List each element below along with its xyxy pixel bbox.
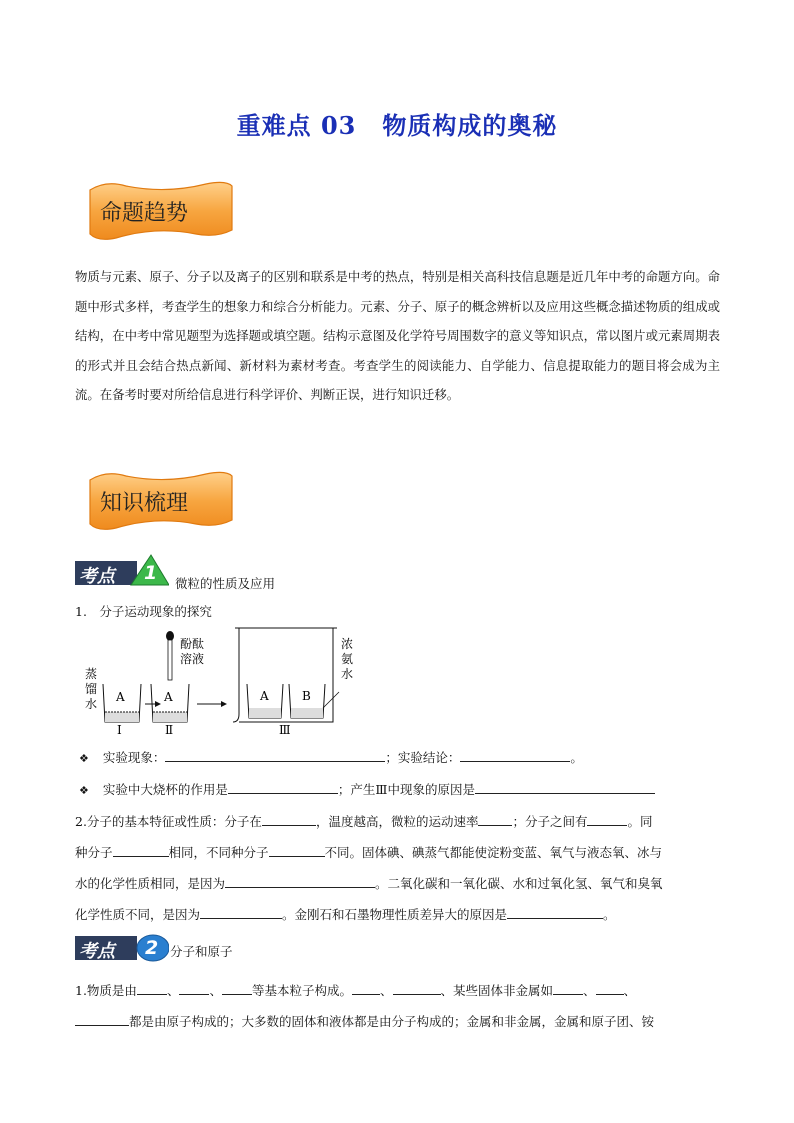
item2-line2: 种分子 相同，不同种分子 不同。固体碘、碘蒸气都能使淀粉变蓝、氧气与液态氧、冰与: [75, 845, 663, 860]
answer-blank[interactable]: [352, 982, 380, 995]
trend-banner-label: 命题趋势: [100, 201, 189, 226]
answer-blank[interactable]: [200, 906, 282, 919]
answer-blank[interactable]: [393, 982, 441, 995]
answer-blank[interactable]: [113, 844, 169, 857]
answer-blank[interactable]: [587, 813, 627, 826]
answer-blank[interactable]: [478, 813, 512, 826]
experiment-figure: [75, 626, 375, 736]
svg-text:酚酞: 酚酞: [180, 637, 205, 651]
trend-paragraph: 物质与元素、原子、分子以及离子的区别和联系是中考的热点，特别是相关高科技信息题是近几年中考的命题方向。命题中形式多样，考查学生的想象力和综合分析能力。元素、分子、原子的概念辨析以及应用这些概念描述物质的组成或结构，在中考中常见题型为选择题或填空题。结构示意图及化学符号周围数字的意义等知识点，常以图片或元素周期表的形式并且会结合热点新闻、新材料为素材考查。考查学生的阅读能力、自学能力、信息提取能力的题目将会成为主流。在备考时要对所给信息进行科学评价、判断正误，进行知识迁移。: [75, 269, 720, 402]
item2-line1: 2.分子的基本特征或性质：分子在 ，温度越高，微粒的运动速率 ；分子之间有 。同: [75, 814, 653, 829]
answer-blank[interactable]: [269, 844, 325, 857]
kaodian2-badge: 考点 2: [75, 928, 169, 962]
page-title: 重难点 03 物质构成的奥秘: [236, 111, 558, 140]
svg-text:A: A: [116, 690, 125, 704]
answer-blank[interactable]: [262, 813, 316, 826]
svg-text:A: A: [164, 690, 173, 704]
svg-text:Ⅱ: Ⅱ: [165, 723, 174, 736]
answer-blank[interactable]: [75, 1013, 129, 1026]
item2-line3: 水的化学性质相同，是因为 。二氧化碳和一氧化碳、水和过氧化氢、氧气和臭氧: [75, 876, 663, 891]
knowledge-banner: [86, 470, 236, 532]
kaodian1-label: 微粒的性质及应用: [175, 576, 276, 591]
item3-line1: 1.物质是由 、 、 等基本粒子构成。 、 、某些固体非金属如 、 、: [75, 983, 637, 998]
svg-text:浓: 浓: [341, 637, 354, 651]
bullet-observation: ❖ 实验现象： ；实验结论： 。: [79, 750, 583, 765]
svg-text:Ⅰ: Ⅰ: [117, 723, 122, 736]
trend-banner: [86, 180, 236, 242]
svg-text:A: A: [260, 689, 269, 703]
answer-blank[interactable]: [460, 749, 570, 762]
item3-line2: 都是由原子构成的；大多数的固体和液体都是由分子构成的；金属和非金属，金属和原子团、铵: [75, 1012, 654, 1030]
knowledge-banner-label: 知识梳理: [100, 491, 189, 516]
svg-text:Ⅲ: Ⅲ: [279, 723, 291, 736]
svg-text:溶液: 溶液: [180, 652, 205, 666]
answer-blank[interactable]: [225, 875, 375, 888]
answer-blank[interactable]: [222, 982, 252, 995]
bullet-beaker: ❖ 实验中大烧杯的作用是 ；产生Ⅲ中现象的原因是: [75, 780, 655, 798]
kaodian1-badge: 考点 1: [75, 553, 169, 587]
answer-blank[interactable]: [179, 982, 209, 995]
svg-text:水: 水: [341, 667, 354, 681]
answer-blank[interactable]: [228, 781, 338, 794]
svg-text:馏: 馏: [85, 682, 98, 696]
water-char: 蒸: [85, 667, 98, 681]
svg-text:氨: 氨: [341, 652, 354, 666]
item1-heading: 1. 分子运动现象的探究: [75, 604, 212, 619]
answer-blank[interactable]: [137, 982, 167, 995]
svg-text:B: B: [302, 689, 311, 703]
kaodian2-label: 分子和原子: [170, 944, 233, 959]
item2-line4: 化学性质不同，是因为 。金刚石和石墨物理性质差异大的原因是 。: [75, 907, 616, 922]
answer-blank[interactable]: [507, 906, 603, 919]
answer-blank[interactable]: [596, 982, 624, 995]
svg-text:水: 水: [85, 697, 98, 711]
answer-blank[interactable]: [475, 781, 655, 794]
answer-blank[interactable]: [553, 982, 583, 995]
answer-blank[interactable]: [165, 749, 385, 762]
